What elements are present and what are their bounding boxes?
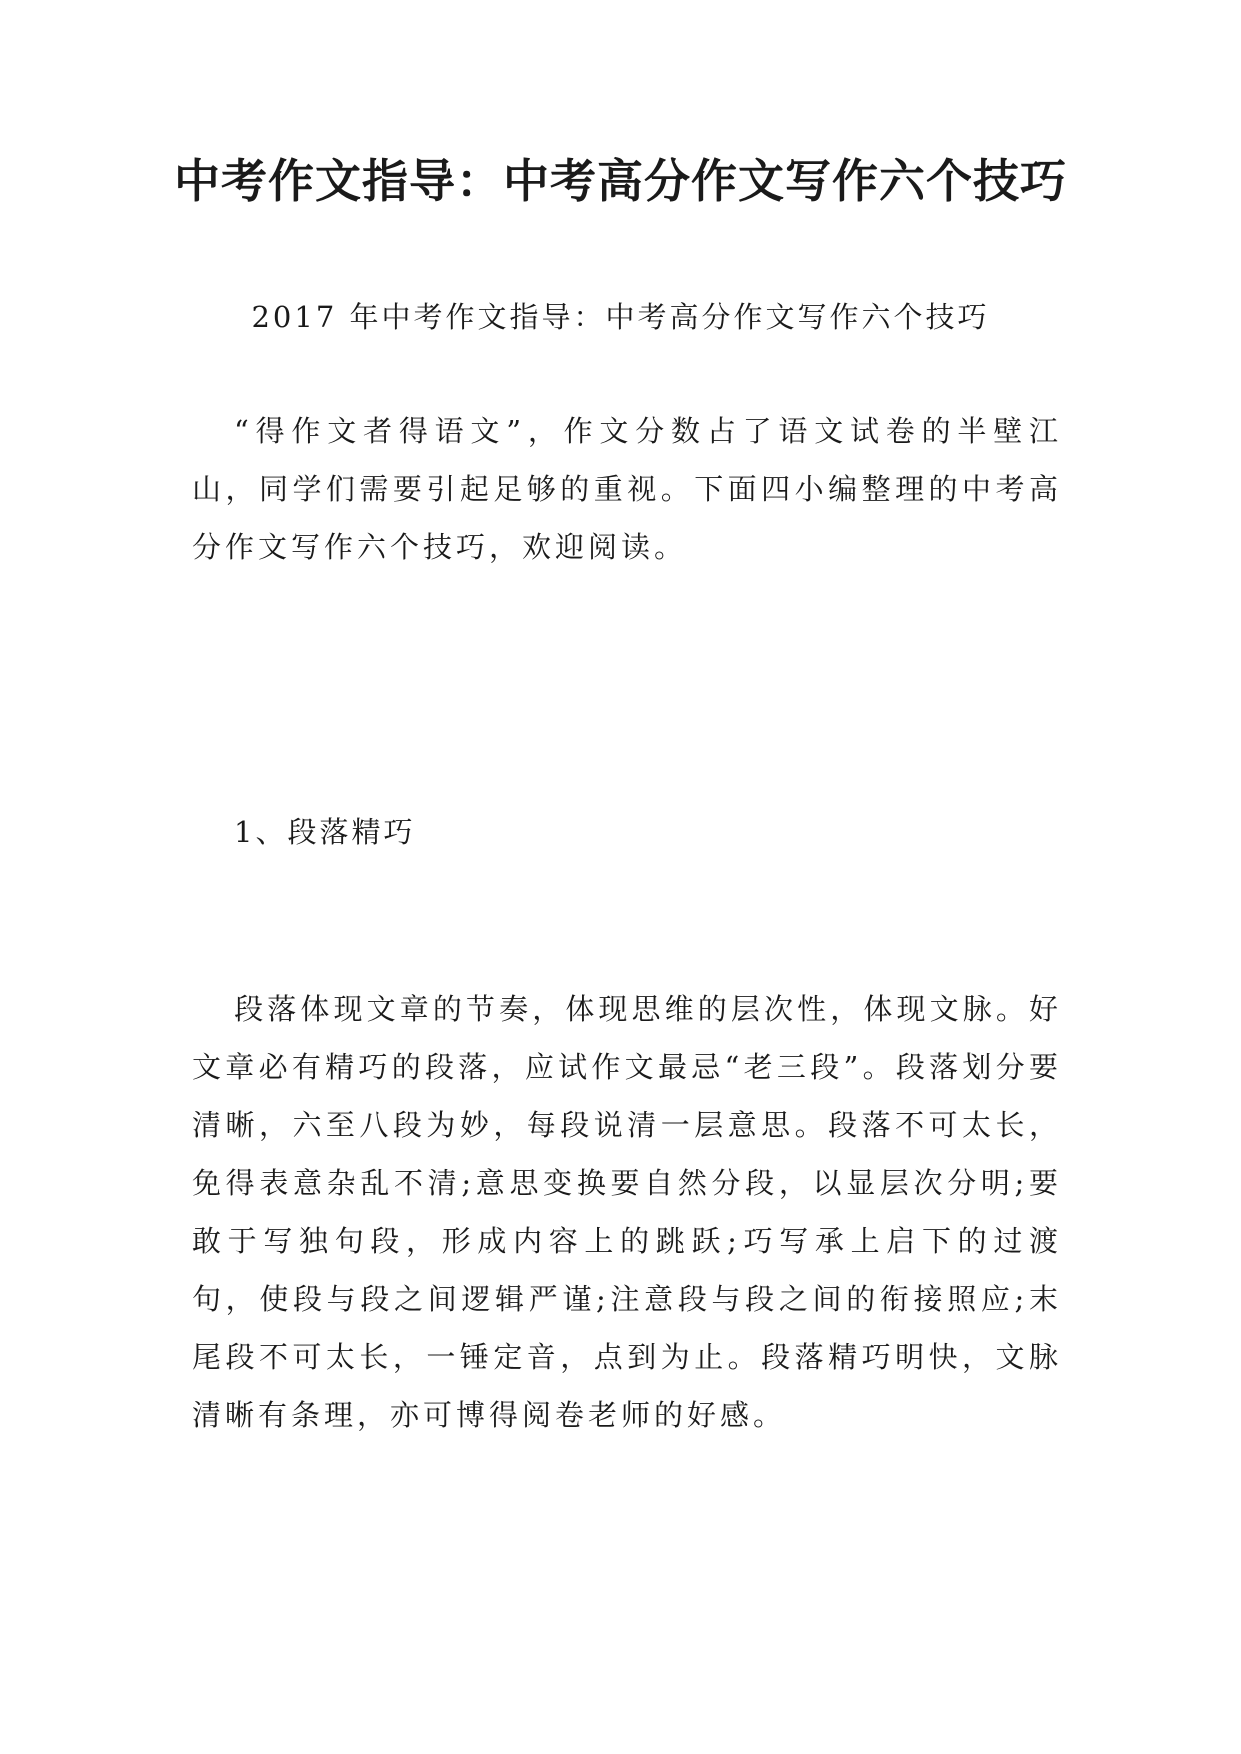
section-body-paragraph bbox=[192, 980, 1062, 1444]
section-body-text: 段落体现文章的节奏，体现思维的层次性，体现文脉。好文章必有精巧的段落，应试作文最忌“老三段”。段落划分要清晰，六至八段为妙，每段说清一层意思。段落不可太长，免得表意杂乱不清;意思变换要自然分段，以显层次分明;要敢于写独句段，形成内容上的跳跃;巧写承上启下的过渡句，使段与段之间逻辑严谨;注意段与段之间的衔接照应;末尾段不可太长，一锤定音，点到为止。段落精巧明快，文脉清晰有条理，亦可博得阅卷老师的好感。 bbox=[192, 992, 1062, 1432]
section-heading: 1、段落精巧 bbox=[234, 815, 416, 849]
document-subtitle: 2017 年中考作文指导：中考高分作文写作六个技巧 bbox=[251, 300, 990, 334]
intro-text: “得作文者得语文”，作文分数占了语文试卷的半壁江山，同学们需要引起足够的重视。下面四小编整理的中考高分作文写作六个技巧，欢迎阅读。 bbox=[192, 414, 1062, 564]
intro-paragraph bbox=[192, 402, 1062, 576]
document-title: 中考作文指导：中考高分作文写作六个技巧 bbox=[174, 154, 1067, 208]
